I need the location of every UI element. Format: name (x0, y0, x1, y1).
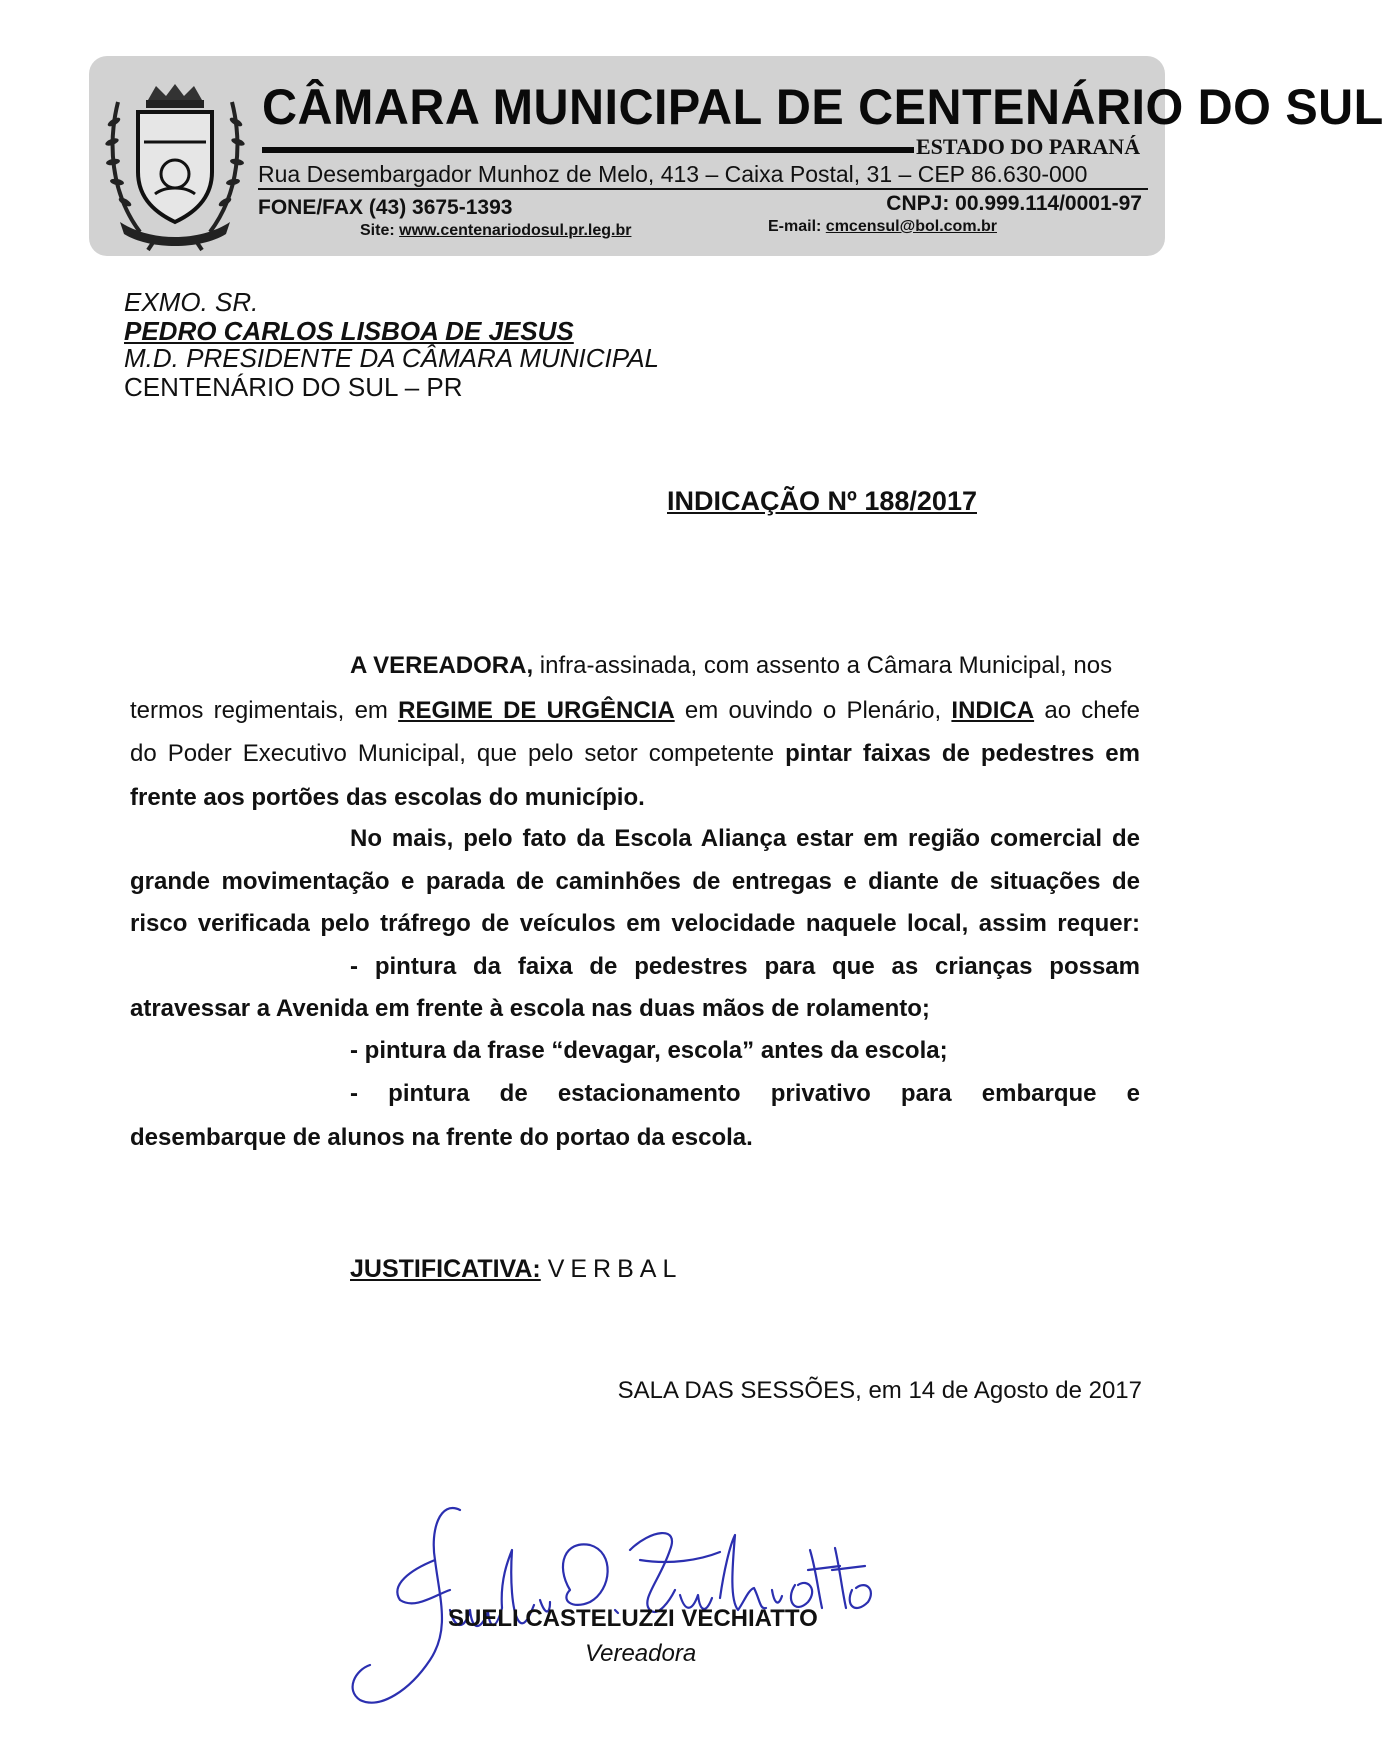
body-line (130, 740, 1140, 768)
body-bold: frente aos portões das escolas do município. (130, 784, 645, 811)
list-item (350, 953, 1140, 981)
body-bold: grande movimentação e parada de caminhões de entregas e diante de situações de (130, 868, 1140, 895)
justification (350, 1255, 682, 1284)
body-bold: - pintura da frase “devagar, escola” antes da escola; (350, 1037, 948, 1064)
body-line (130, 697, 1140, 725)
cnpj: CNPJ: 00.999.114/0001-97 (886, 192, 1142, 215)
website (360, 222, 631, 240)
addressee-name: PEDRO CARLOS LISBOA DE JESUS (124, 316, 574, 346)
email-link[interactable]: cmcensul@bol.com.br (825, 218, 997, 235)
indica-text: INDICA (951, 697, 1035, 724)
body-text: ao chefe (1034, 697, 1140, 724)
body-line (130, 784, 645, 812)
urgency-text: REGIME DE URGÊNCIA (398, 697, 675, 724)
body-text: infra-assinada, com assento a Câmara Municipal, nos (533, 652, 1113, 679)
site-link[interactable]: www.centenariodosul.pr.leg.br (399, 222, 632, 239)
list-item (350, 1037, 948, 1065)
signer-role: Vereadora (585, 1640, 697, 1667)
email-label: E-mail: (768, 218, 826, 235)
header-rule (262, 147, 914, 153)
body-line (350, 652, 1112, 680)
email (768, 218, 997, 236)
list-item (130, 1124, 753, 1152)
body-bold: A VEREADORA, (350, 652, 534, 679)
body-bold: atravessar a Avenida em frente à escola nas duas mãos de rolamento; (130, 995, 930, 1022)
state-name: ESTADO DO PARANÁ (916, 134, 1141, 159)
institution-title: CÂMARA MUNICIPAL DE CENTENÁRIO DO SUL (262, 79, 1384, 135)
justification-label: JUSTIFICATIVA: (350, 1255, 541, 1283)
session-date: SALA DAS SESSÕES, em 14 de Agosto de 2017 (617, 1377, 1142, 1404)
body-bold: No mais, pelo fato da Escola Aliança estar em região comercial de (350, 825, 1140, 852)
body-line (130, 910, 1140, 938)
body-line (350, 825, 1140, 853)
body-text: termos regimentais, em (130, 697, 399, 724)
body-bold: pintar faixas de pedestres em (785, 740, 1140, 767)
municipal-crest-logo (100, 82, 250, 252)
phone-fax: FONE/FAX (43) 3675-1393 (258, 196, 513, 219)
list-item (130, 995, 930, 1023)
body-bold: desembarque de alunos na frente do portao da escola. (130, 1124, 753, 1151)
document-title: INDICAÇÃO Nº 188/2017 (667, 486, 977, 516)
body-bold: - pintura da faixa de pedestres para que as crianças possam (350, 953, 1140, 980)
site-label: Site: (360, 222, 400, 239)
address-line: Rua Desembargador Munhoz de Melo, 413 – Caixa Postal, 31 – CEP 86.630-000 (258, 160, 1148, 190)
addressee-city: CENTENÁRIO DO SUL – PR (124, 372, 463, 402)
body-bold: - pintura de estacionamento privativo para embarque e (350, 1080, 1140, 1107)
justification-value: VERBAL (547, 1255, 683, 1283)
salutation: EXMO. SR. (124, 287, 259, 317)
body-line (130, 868, 1140, 896)
body-text: em ouvindo o Plenário, (674, 697, 952, 724)
addressee-position: M.D. PRESIDENTE DA CÂMARA MUNICIPAL (124, 343, 659, 373)
signer-name: SUELI CASTELUZZI VECHIATTO (448, 1605, 818, 1632)
body-bold: risco verificada pelo tráfrego de veículos em velocidade naquele local, assim requer: (130, 910, 1140, 937)
body-text: do Poder Executivo Municipal, que pelo setor competente (130, 740, 786, 767)
list-item (350, 1080, 1140, 1108)
